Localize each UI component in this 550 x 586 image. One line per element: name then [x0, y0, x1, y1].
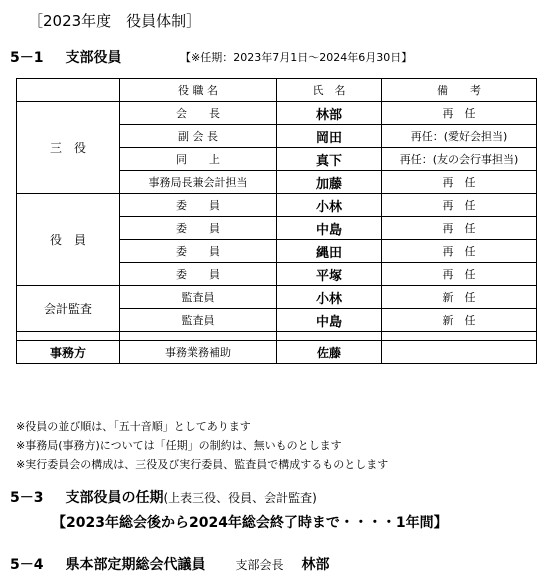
position-cell: 会 長	[120, 102, 277, 125]
table-spacer-row	[17, 332, 537, 341]
header-blank-cell	[17, 79, 120, 102]
group-label-yakuin: 役 員	[17, 194, 120, 286]
name-cell: 佐藤	[277, 341, 382, 364]
delegate-role: 支部会長	[235, 558, 284, 572]
position-cell: 委 員	[120, 263, 277, 286]
spacer-cell	[277, 332, 382, 341]
remarks-cell: 再任：(愛好会担当)	[382, 125, 537, 148]
name-cell: 中島	[277, 217, 382, 240]
note-line: ※実行委員会の構成は、三役及び実行委員、監査員で構成するものとします	[16, 458, 389, 471]
position-cell: 事務局長兼会計担当	[120, 171, 277, 194]
position-cell: 監査員	[120, 309, 277, 332]
header-position: 役 職 名	[120, 79, 277, 102]
group-label-sanyaku: 三 役	[17, 102, 120, 194]
position-cell: 副 会 長	[120, 125, 277, 148]
section-heading-5-1	[10, 47, 121, 67]
section-name: 県本部定期総会代議員	[65, 557, 206, 573]
table-row	[17, 102, 537, 125]
spacer-cell	[120, 332, 277, 341]
section-number: 5－4	[10, 557, 44, 573]
position-cell: 事務業務補助	[120, 341, 277, 364]
remarks-cell: 新 任	[382, 309, 537, 332]
position-cell: 委 員	[120, 217, 277, 240]
remarks-cell: 再 任	[382, 102, 537, 125]
section-subtitle: (上表三役、役員、会計監査)	[163, 491, 317, 505]
spacer-cell	[382, 332, 537, 341]
spacer-cell	[17, 332, 120, 341]
name-cell: 岡田	[277, 125, 382, 148]
section-heading-5-4	[10, 554, 330, 574]
position-cell: 同 上	[120, 148, 277, 171]
remarks-cell: 再 任	[382, 217, 537, 240]
remarks-cell: 再 任	[382, 263, 537, 286]
section-number: 5－1	[10, 50, 44, 66]
delegate-name: 林部	[301, 557, 330, 573]
position-cell: 委 員	[120, 240, 277, 263]
remarks-cell: 再任：(友の会行事担当)	[382, 148, 537, 171]
header-name: 氏 名	[277, 79, 382, 102]
name-cell: 平塚	[277, 263, 382, 286]
term-period: 【2023年総会後から2024年総会終了時まで・・・・1年間】	[52, 515, 448, 531]
section-name: 支部役員	[65, 50, 122, 66]
document-title: ［2023年度 役員体制］	[28, 12, 202, 30]
remarks-cell	[382, 341, 537, 364]
table-row	[17, 286, 537, 309]
officer-table	[16, 78, 537, 364]
table-row-staff	[17, 341, 537, 364]
name-cell: 真下	[277, 148, 382, 171]
note-line: ※事務局(事務方)については「任期」の制約は、無いものとします	[16, 439, 342, 452]
remarks-cell: 再 任	[382, 240, 537, 263]
section-name: 支部役員の任期	[65, 490, 164, 506]
name-cell: 加藤	[277, 171, 382, 194]
section-heading-5-3	[10, 487, 317, 507]
remarks-cell: 再 任	[382, 194, 537, 217]
name-cell: 小林	[277, 286, 382, 309]
table-row	[17, 194, 537, 217]
header-remarks: 備 考	[382, 79, 537, 102]
term-note: 【※任期：2023年7月1日～2024年6月30日】	[180, 51, 413, 64]
section-number: 5－3	[10, 490, 44, 506]
table-header-row	[17, 79, 537, 102]
position-cell: 委 員	[120, 194, 277, 217]
position-cell: 監査員	[120, 286, 277, 309]
name-cell: 林部	[277, 102, 382, 125]
note-line: ※役員の並び順は、「五十音順」としてあります	[16, 420, 251, 433]
remarks-cell: 新 任	[382, 286, 537, 309]
remarks-cell: 再 任	[382, 171, 537, 194]
name-cell: 小林	[277, 194, 382, 217]
name-cell: 中島	[277, 309, 382, 332]
name-cell: 縄田	[277, 240, 382, 263]
group-label-jimu: 事務方	[17, 341, 120, 364]
group-label-kansa: 会計監査	[17, 286, 120, 332]
